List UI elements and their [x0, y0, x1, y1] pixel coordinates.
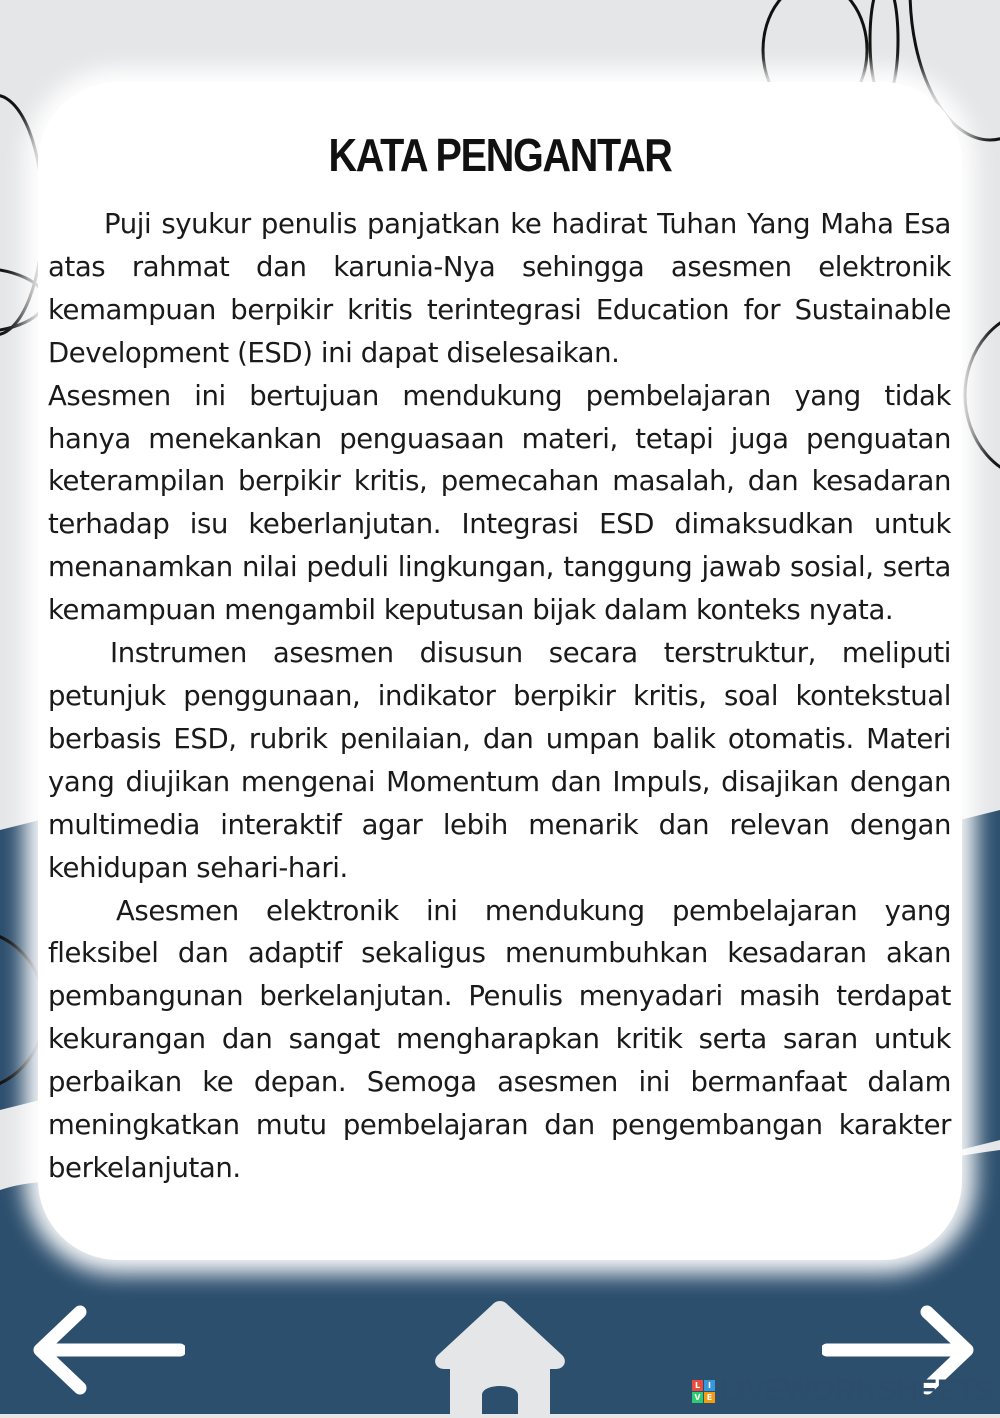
circle-right-mid	[965, 310, 1000, 480]
left-blue-shape	[0, 820, 40, 1110]
home-icon	[432, 1297, 568, 1414]
logo-letter: L	[692, 1380, 703, 1391]
paragraph-4: Asesmen elektronik ini mendukung pembelajaran yang fleksibel dan adaptif sekaligus menumbuhkan kesadaran akan pembangunan berkelanjutan. Penulis menyadari masih terdapat kekurangan dan sangat mengharapkan kritik serta saran untuk perbaikan ke depan. Semoga asesmen ini bermanfaat dalam meningkatkan mutu pembelajaran dan pengembangan karakter berkelanjutan.	[48, 894, 951, 1184]
paragraph-1: Puji syukur penulis panjatkan ke hadirat Tuhan Yang Maha Esa atas rahmat dan karunia-Nya sehingga asesmen elektronik kemampuan berpikir kritis terintegrasi Education for Sustainable Development (ESD) ini dapat diselesaikan.	[48, 208, 951, 369]
paragraph-2: Asesmen ini bertujuan mendukung pembelajaran yang tidak hanya menekankan penguasaan materi, tetapi juga penguatan keterampilan berpikir kritis, pemecahan masalah, dan kesadaran terhadap isu keberlanjutan. Integrasi ESD dimaksudkan untuk menanamkan nilai peduli lingkungan, tanggung jawab sosial, serta kemampuan mengambil keputusan bijak dalam konteks nyata.	[48, 379, 951, 627]
page-title: KATA PENGANTAR	[328, 129, 672, 181]
circle-left-1	[0, 95, 43, 335]
logo-letter: I	[704, 1380, 715, 1391]
liveworksheets-watermark	[692, 1374, 994, 1408]
logo-letter: E	[704, 1392, 715, 1403]
logo-letter: V	[692, 1392, 703, 1403]
arrow-left-icon	[30, 1300, 185, 1400]
liveworksheets-logo-icon	[692, 1380, 715, 1403]
paragraph-3: Instrumen asesmen disusun secara terstruktur, meliputi petunjuk penggunaan, indikator berpikir kritis, soal kontekstual berbasis ESD, rubrik penilaian, dan umpan balik otomatis. Materi yang diujikan mengenai Momentum dan Impuls, disajikan dengan multimedia interaktif agar lebih menarik dan relevan dengan kehidupan sehari-hari.	[48, 637, 951, 884]
right-blue-shape	[960, 810, 1000, 1150]
home-button[interactable]	[432, 1297, 568, 1414]
back-button[interactable]	[30, 1300, 185, 1400]
body-text	[48, 203, 951, 1190]
watermark-text: LIVEWORKSHEETS	[719, 1374, 994, 1407]
